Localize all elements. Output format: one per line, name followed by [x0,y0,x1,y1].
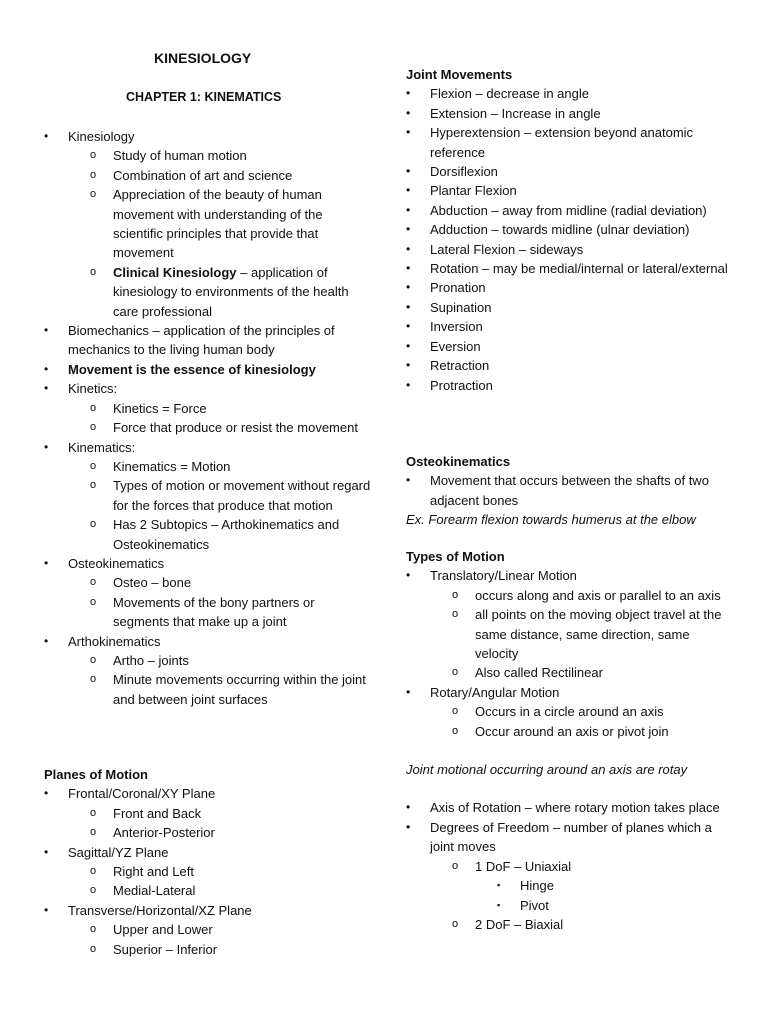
bullet: o [90,673,97,686]
list-item: • Rotation – may be medial/internal or lateral/external [406,259,731,278]
bullet: • [406,261,411,276]
bullet: • [44,844,49,859]
list-item: o 1 DoF – Uniaxial [406,857,731,876]
list-item: o Kinematics = Motion [44,457,374,476]
types-of-motion-section [406,547,731,934]
bullet: o [90,826,97,839]
list-item: o Clinical Kinesiology – application of kinesiology to environments of the health care professional [90,264,349,319]
bullet: o [90,865,97,878]
bullet: • [406,164,411,179]
bullet: o [90,459,97,472]
list-item: • Flexion – decrease in angle [406,84,731,103]
bullet: o [452,666,459,679]
bullet: o [90,265,97,278]
bullet: o [452,588,459,601]
list-item: • Protraction [406,376,731,395]
example-note: Ex. Forearm flexion towards humerus at the elbow [406,512,696,528]
planes-of-motion-section [44,765,374,959]
list-item: ▪ Pivot [406,896,731,915]
bullet: • [406,183,411,198]
list-item: • Arthokinematics [44,632,374,651]
bullet: o [90,576,97,589]
bullet: o [90,188,97,201]
bullet: • [406,222,411,237]
bullet: o [90,884,97,897]
section-heading: Types of Motion [406,549,505,564]
bullet: o [452,859,459,872]
bullet: o [90,923,97,936]
bullet: o [90,653,97,666]
list-item: • Pronation [406,278,731,297]
list-item: o Study of human motion [44,146,374,165]
bullet: • [406,319,411,334]
list-item: o Kinetics = Force [44,399,374,418]
list-item: • Plantar Flexion [406,181,731,200]
section-heading: Planes of Motion [44,767,148,782]
list-item: • Kinesiology [44,127,374,146]
bullet: • [406,473,411,488]
list-item: • Hyperextension – extension beyond anatomic reference [406,125,694,160]
bullet: • [406,358,411,373]
bullet: o [90,168,97,181]
list-item: o 2 DoF – Biaxial [406,915,731,934]
bullet: • [406,684,411,699]
document-title: KINESIOLOGY [154,50,252,66]
list-item: o Combination of art and science [44,166,374,185]
list-item: • Degrees of Freedom – number of planes which a joint moves [406,819,712,855]
list-item: o occurs along and axis or parallel to an axis [406,586,731,605]
list-item: • Movement that occurs between the shafts of two adjacent bones [406,473,709,508]
list-item: o Upper and Lower [44,920,374,939]
bullet: • [406,280,411,295]
list-item: o all points on the moving object travel at the same distance, same direction, same velocity [452,607,722,662]
list-item: • Extension – Increase in angle [406,104,731,123]
list-item: o Appreciation of the beauty of human movement with understanding of the scientific principles that provide that movement [90,187,323,261]
list-item: • Translatory/Linear Motion [406,566,731,585]
bullet: • [406,241,411,256]
list-item: o Occurs in a circle around an axis [406,702,731,721]
list-item: o Movements of the bony partners or segments that make up a joint [90,594,315,630]
bullet: • [44,361,49,376]
bullet: • [44,323,49,338]
spacer [406,779,731,798]
list-item: o Minute movements occurring within the joint and between joint surfaces [90,672,366,707]
list-item: • Sagittal/YZ Plane [44,843,374,862]
spacer [406,741,731,760]
list-item: • Frontal/Coronal/XY Plane [44,784,374,803]
bullet: o [90,518,97,531]
list-item: • Supination [406,298,731,317]
bullet: o [90,421,97,434]
list-item: • Kinematics: [44,438,374,457]
list-item: o Types of motion or movement without regard for the forces that produce that motion [90,478,371,513]
list-item: • Transverse/Horizontal/XZ Plane [44,901,374,920]
bullet: • [44,129,49,143]
list-item: • Eversion [406,337,731,356]
list-item: o Superior – Inferior [44,940,374,959]
list-item: o Has 2 Subtopics – Arthokinematics and Osteokinematics [90,517,340,552]
bullet: • [406,202,411,217]
bullet: • [406,125,411,140]
section-heading: Joint Movements [406,67,513,82]
list-item: • Inversion [406,317,731,336]
bullet: • [44,902,49,917]
bullet: o [452,608,459,621]
list-item: ▪ Hinge [406,876,731,895]
list-item: o Force that produce or resist the movement [44,418,374,437]
list-item: • Retraction [406,356,731,375]
list-item: o Occur around an axis or pivot join [406,722,731,741]
bullet: • [406,86,411,101]
list-item: o Front and Back [44,804,374,823]
bullet: o [90,595,97,608]
list-item: • Biomechanics – application of the principles of mechanics to the living human body [44,323,335,358]
bullet: • [406,105,411,120]
term-clinical-kinesiology: Clinical Kinesiology [113,264,237,280]
intro-outline [44,127,374,709]
list-item: o Anterior-Posterior [44,823,374,842]
bullet: • [44,439,49,454]
bullet: o [90,942,97,955]
joint-movements-section [406,65,731,395]
square-bullet: ▪ [497,899,501,910]
list-item: • Kinetics: [44,379,374,398]
bullet: • [406,299,411,314]
list-item: o Right and Left [44,862,374,881]
list-item: • Lateral Flexion – sideways [406,240,731,259]
bullet: o [90,149,97,162]
list-item: o Also called Rectilinear [406,663,731,682]
bullet: o [90,401,97,414]
list-item: • Axis of Rotation – where rotary motion takes place [406,798,731,817]
bullet: o [452,724,459,737]
list-item: o Artho – joints [44,651,374,670]
bullet: • [406,800,411,815]
list-item: • Osteokinematics [44,554,374,573]
osteokinematics-section [406,452,731,530]
bullet: • [44,633,49,648]
bullet: • [406,819,411,834]
rotary-note: Joint motional occurring around an axis are rotay [406,762,688,778]
bullet: • [406,338,411,353]
bullet: • [44,381,49,396]
chapter-heading: CHAPTER 1: KINEMATICS [126,90,282,104]
section-heading: Osteokinematics [406,454,511,469]
bullet: • [406,568,411,583]
list-item: o Medial-Lateral [44,881,374,900]
list-item: • Dorsiflexion [406,162,731,181]
bullet: • [44,555,49,570]
list-item: o Osteo – bone [44,573,374,592]
bullet: • [44,786,49,801]
list-item [44,360,374,379]
bullet: o [452,917,459,930]
bullet: o [90,806,97,819]
list-item: • Abduction – away from midline (radial deviation) [406,201,731,220]
list-item: • Rotary/Angular Motion [406,683,731,702]
emphasis-statement: Movement is the essence of kinesiology [68,361,316,377]
bullet: o [90,479,97,492]
list-item: • Adduction – towards midline (ulnar deviation) [406,220,731,239]
square-bullet: ▪ [497,880,501,891]
bullet: o [452,705,459,718]
bullet: • [406,377,411,392]
